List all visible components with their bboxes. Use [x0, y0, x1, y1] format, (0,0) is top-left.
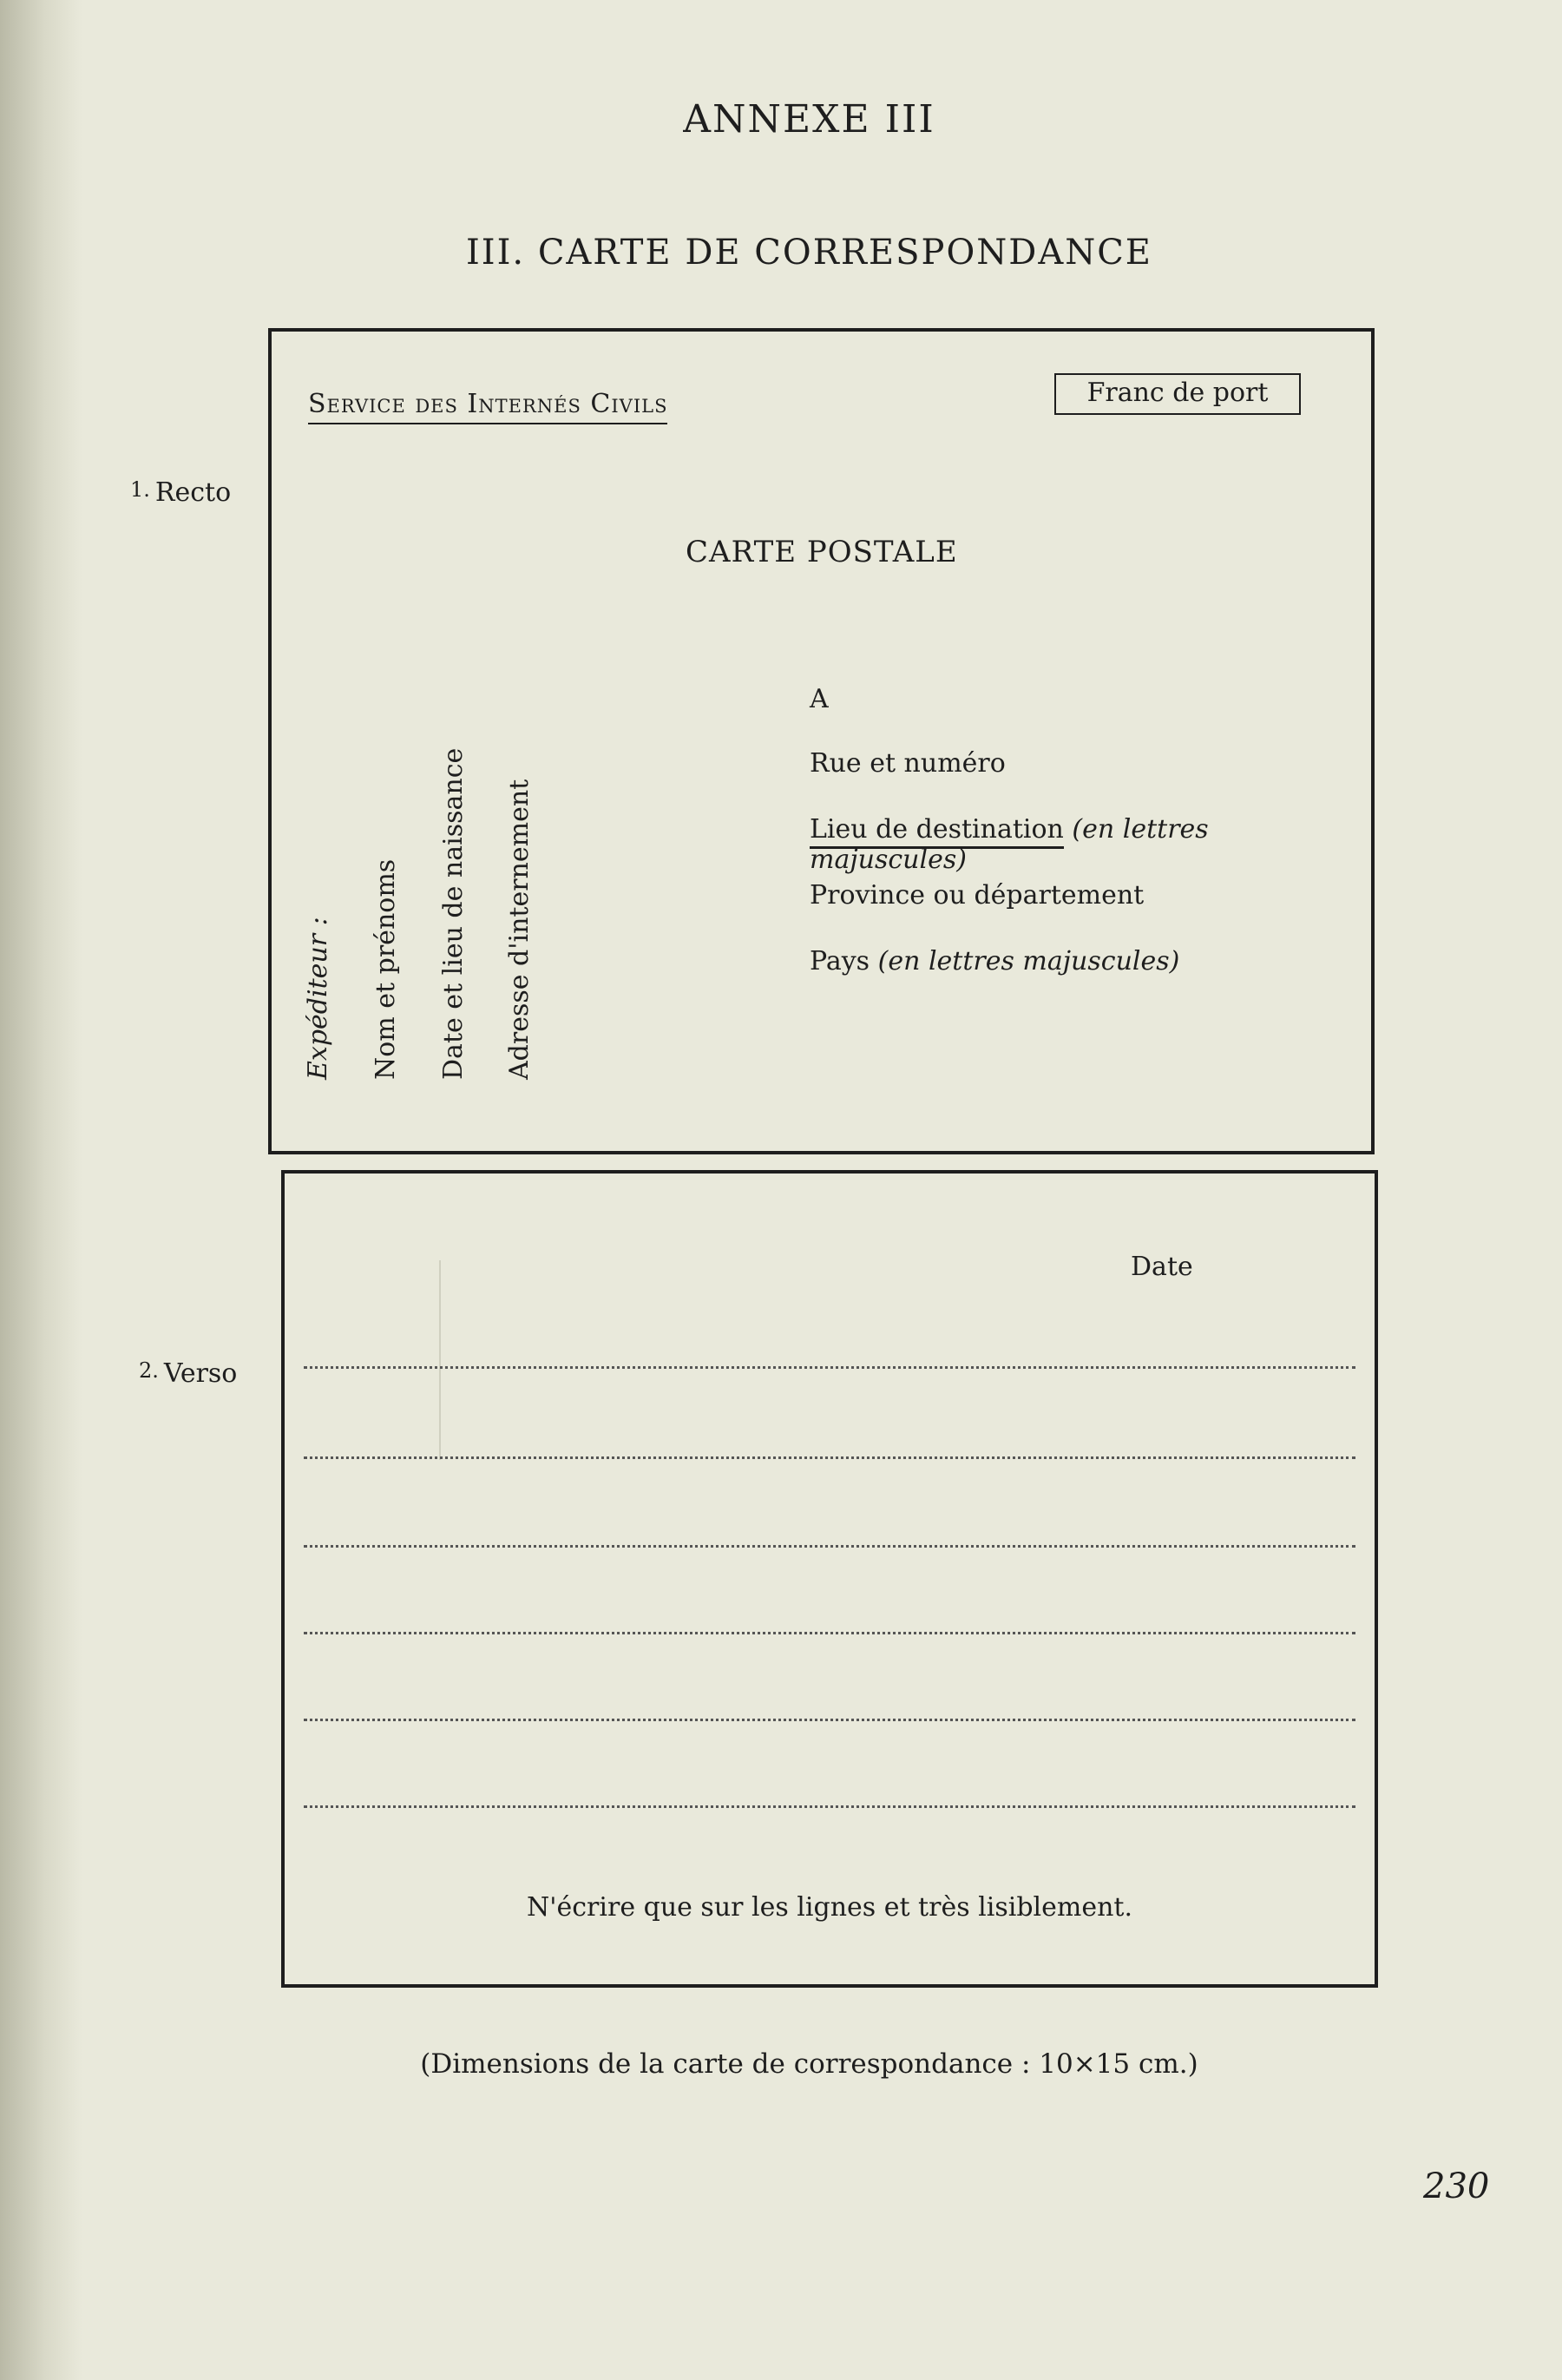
- faint-margin-line: [439, 1260, 441, 1460]
- page-gutter-shadow: [0, 0, 82, 2380]
- card-verso: [281, 1170, 1378, 1988]
- page-number: 230: [1423, 2166, 1490, 2206]
- writing-line: [304, 1456, 1355, 1459]
- writing-line: [304, 1545, 1355, 1548]
- address-country-row: [810, 946, 1179, 976]
- date-label: Date: [1131, 1252, 1193, 1282]
- recto-side-text: Recto: [154, 477, 232, 508]
- address-country-label: Pays: [810, 946, 870, 976]
- recto-side-number: 1.: [130, 477, 150, 502]
- verso-side-text: Verso: [163, 1358, 238, 1389]
- writing-line: [304, 1632, 1355, 1634]
- writing-instruction: N'écrire que sur les lignes et très lisiblement.: [527, 1892, 1132, 1923]
- sender-internment-label: Adresse d'internement: [504, 779, 535, 1080]
- card-recto: [268, 328, 1375, 1154]
- writing-line: [304, 1366, 1355, 1369]
- verso-side-label: [139, 1358, 237, 1389]
- verso-side-number: 2.: [139, 1358, 159, 1383]
- recto-side-label: [130, 477, 231, 508]
- sender-label: Expéditeur :: [303, 917, 333, 1080]
- address-country-note: (en lettres majuscules): [877, 946, 1180, 976]
- carte-postale-heading: CARTE POSTALE: [686, 535, 958, 569]
- sender-birth-label: Date et lieu de naissance: [438, 747, 469, 1080]
- sender-name-label: Nom et prénoms: [371, 858, 401, 1080]
- writing-line: [304, 1719, 1355, 1721]
- address-destination-row: [810, 814, 1371, 875]
- service-heading: Service des Internés Civils: [308, 389, 667, 424]
- address-destination-label: Lieu de destination: [810, 814, 1064, 849]
- writing-line: [304, 1805, 1355, 1808]
- address-destination-note: (en lettres majuscules): [810, 814, 1209, 875]
- franc-de-port-box: Franc de port: [1054, 373, 1301, 415]
- card-title: III. CARTE DE CORRESPONDANCE: [465, 233, 1153, 273]
- address-province-label: Province ou département: [810, 880, 1145, 911]
- annex-title: ANNEXE III: [683, 97, 935, 141]
- dimensions-note: (Dimensions de la carte de correspondance : 10×15 cm.): [420, 2048, 1198, 2080]
- address-street-label: Rue et numéro: [810, 748, 1006, 779]
- address-to-label: A: [810, 684, 829, 714]
